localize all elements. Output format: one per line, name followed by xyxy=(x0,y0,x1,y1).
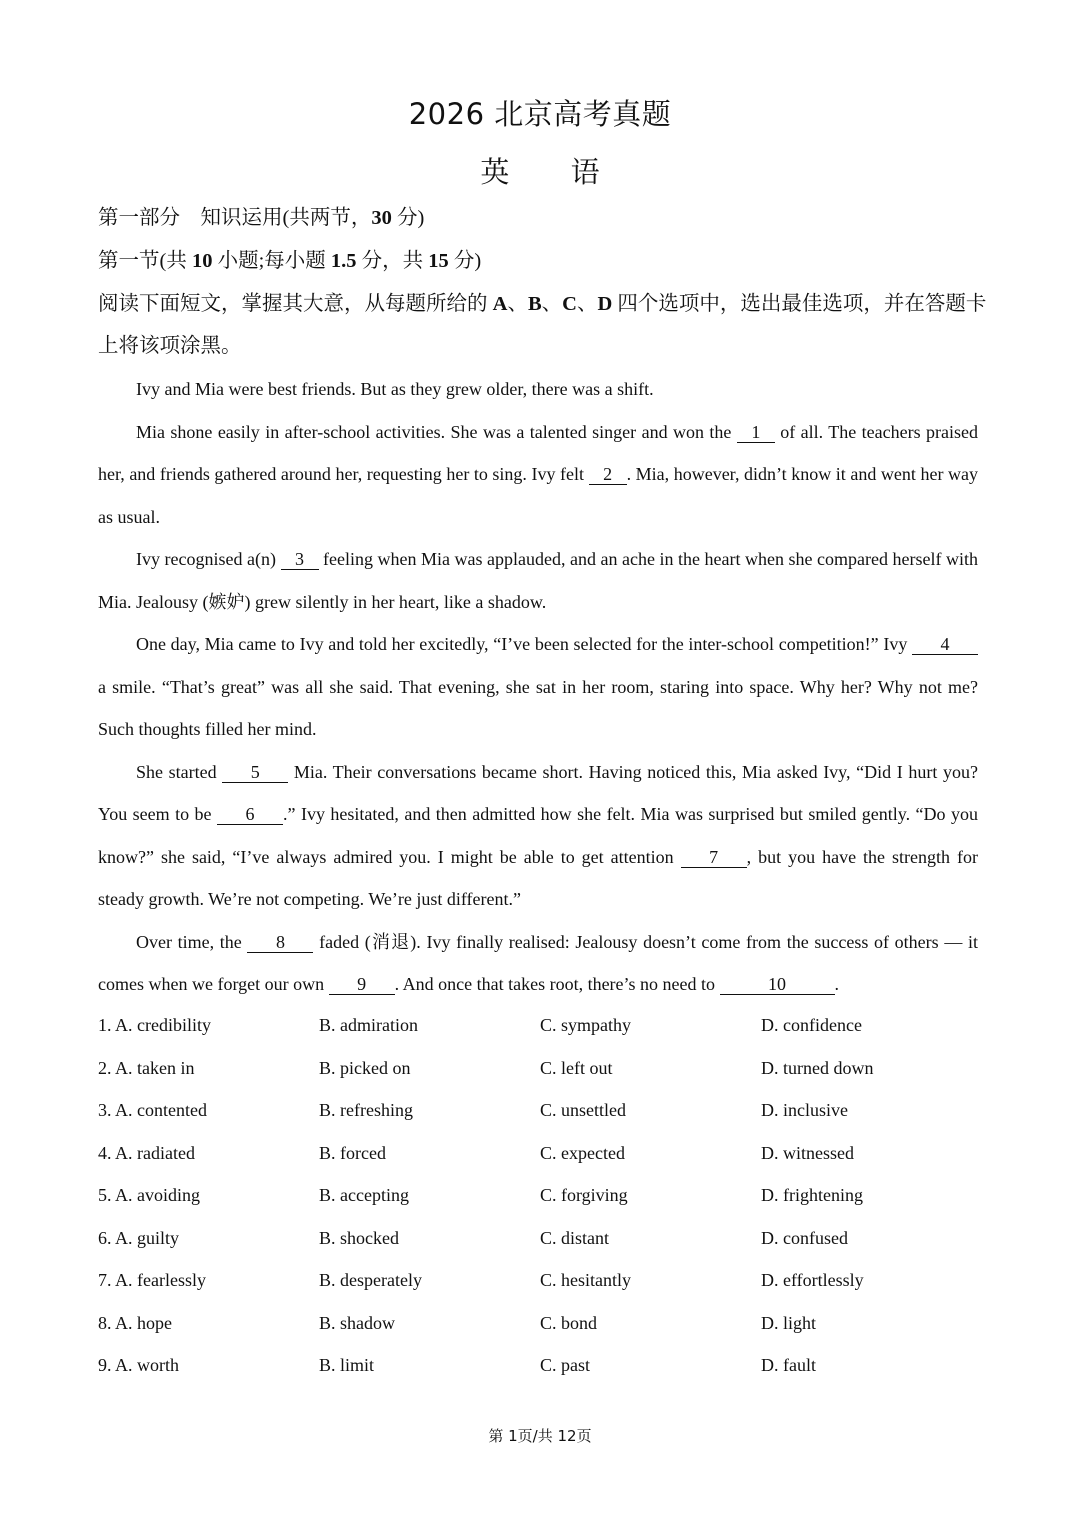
paragraph-3: Ivy recognised a(n) 3 feeling when Mia was applauded, and an ache in the heart when she compared herself with Mia. Jealousy (嫉妒) grew silently in her heart, like a shadow. xyxy=(98,549,978,612)
option-row-5 xyxy=(98,1174,978,1217)
blank-4: 4 xyxy=(912,634,978,655)
paragraph-1: Ivy and Mia were best friends. But as they grew older, there was a shift. xyxy=(136,379,654,399)
paragraph-6: Over time, the 8 faded (消退). Ivy finally realised: Jealousy doesn’t come from the success of others — it comes when we forget our own 9 . And once that takes root, there’s no need to 10 . xyxy=(98,931,979,994)
option-2d: D. turned down xyxy=(761,1057,874,1078)
cloze-passage xyxy=(98,368,978,1006)
option-1d: D. confidence xyxy=(761,1015,862,1035)
option-4c: C. expected xyxy=(540,1142,625,1163)
blank-6: 6 xyxy=(217,804,283,825)
option-5d: D. frightening xyxy=(761,1185,863,1205)
answer-options xyxy=(98,1004,978,1387)
option-6b: B. shocked xyxy=(319,1227,399,1248)
option-8b: B. shadow xyxy=(319,1312,395,1333)
option-5b: B. accepting xyxy=(319,1185,409,1205)
option-9a: 9. A. worth xyxy=(98,1355,179,1375)
option-8d: D. light xyxy=(761,1312,817,1333)
option-row-1 xyxy=(98,1004,978,1047)
option-3b: B. refreshing xyxy=(319,1100,413,1120)
option-7d: D. effortlessly xyxy=(761,1270,864,1290)
option-3a: 3. A. contented xyxy=(98,1100,207,1120)
option-2a: 2. A. taken in xyxy=(98,1057,195,1078)
part-heading: 第一部分 知识运用(共两节，30 分) xyxy=(98,207,425,229)
option-9c: C. past xyxy=(540,1355,591,1375)
exam-subject: 英 语 xyxy=(480,155,600,189)
paragraph-4: One day, Mia came to Ivy and told her excitedly, “I’ve been selected for the inter-school competition!” Ivy 4 a smile. “That’s great” was all she said. That evening, she sat in her room, staring into space. Why her? Why not me? Such thoughts filled her mind. xyxy=(98,634,978,739)
blank-2: 2 xyxy=(589,464,627,485)
option-9b: B. limit xyxy=(319,1355,375,1375)
option-9d: D. fault xyxy=(761,1355,816,1375)
option-row-7 xyxy=(98,1259,978,1302)
option-5a: 5. A. avoiding xyxy=(98,1185,200,1205)
option-7b: B. desperately xyxy=(319,1270,422,1290)
option-7a: 7. A. fearlessly xyxy=(98,1270,206,1290)
option-2b: B. picked on xyxy=(319,1057,411,1078)
option-4a: 4. A. radiated xyxy=(98,1142,195,1163)
option-row-6 xyxy=(98,1217,978,1260)
option-8c: C. bond xyxy=(540,1312,598,1333)
instructions: 阅读下面短文，掌握其大意，从每题所给的 A、B、C、D 四个选项中，选出最佳选项，并在答题卡上将该项涂黑。 xyxy=(98,293,987,357)
option-6d: D. confused xyxy=(761,1227,848,1248)
blank-7: 7 xyxy=(681,847,747,868)
option-6c: C. distant xyxy=(540,1227,610,1248)
option-7c: C. hesitantly xyxy=(540,1270,631,1290)
option-6a: 6. A. guilty xyxy=(98,1227,180,1248)
section-heading: 第一节(共 10 小题;每小题 1.5 分，共 15 分) xyxy=(98,250,482,272)
option-row-2 xyxy=(98,1047,978,1090)
option-1c: C. sympathy xyxy=(540,1015,632,1035)
paragraph-2: Mia shone easily in after-school activities. She was a talented singer and won the 1 of all. The teachers praised her, and friends gathered around her, requesting her to sing. Ivy felt 2 . Mia, however, didn’t know it and went her way as usual. xyxy=(98,421,978,527)
blank-8: 8 xyxy=(247,932,313,953)
page-number: 第 1页/共 12页 xyxy=(488,1427,592,1445)
option-row-8 xyxy=(98,1302,978,1345)
option-4d: D. witnessed xyxy=(761,1142,854,1163)
option-row-4 xyxy=(98,1132,978,1175)
blank-3: 3 xyxy=(281,549,319,570)
option-1a: 1. A. credibility xyxy=(98,1015,211,1035)
paragraph-5: She started 5 Mia. Their conversations became short. Having noticed this, Mia asked Ivy, “Did I hurt you? You seem to be 6 .” Ivy hesitated, and then admitted how she felt. Mia was surprised but smiled gently. “Do you know?” she said, “I’ve always admired you. I might be able to get attention 7 , but you have the strength for steady growth. We’re not competing. We’re just different.” xyxy=(98,761,978,909)
option-4b: B. forced xyxy=(319,1142,386,1163)
option-row-3 xyxy=(98,1089,978,1132)
option-2c: C. left out xyxy=(540,1057,613,1078)
blank-5: 5 xyxy=(222,762,288,783)
blank-10: 10 xyxy=(720,974,835,995)
option-3d: D. inclusive xyxy=(761,1100,848,1120)
option-5c: C. forgiving xyxy=(540,1185,628,1205)
blank-1: 1 xyxy=(737,422,775,443)
option-row-9 xyxy=(98,1344,978,1387)
option-1b: B. admiration xyxy=(319,1015,418,1035)
option-8a: 8. A. hope xyxy=(98,1312,172,1333)
exam-title: 2026 北京高考真题 xyxy=(408,97,672,131)
option-3c: C. unsettled xyxy=(540,1100,626,1120)
blank-9: 9 xyxy=(329,974,395,995)
